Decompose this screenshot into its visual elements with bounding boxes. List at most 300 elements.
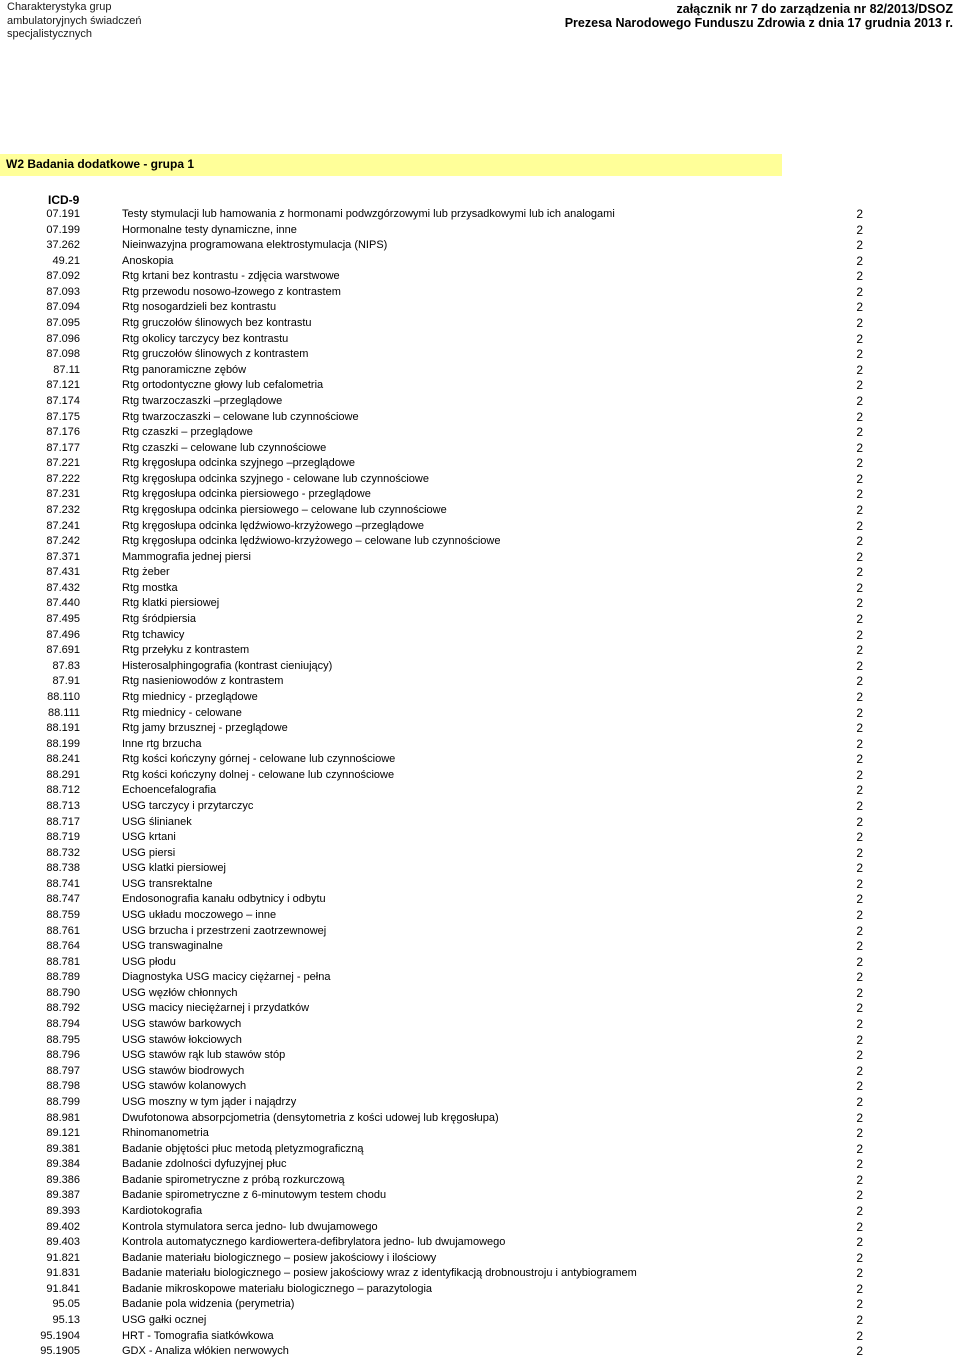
procedure-code: 07.191	[46, 208, 80, 220]
table-row	[0, 1188, 960, 1204]
procedure-code: 88.764	[46, 940, 80, 953]
procedure-code: 88.738	[46, 862, 80, 875]
procedure-description: USG gałki ocznej	[122, 1314, 207, 1327]
procedure-description: Rtg twarzoczaszki –przeglądowe	[122, 394, 283, 407]
procedure-value: 2	[856, 643, 863, 658]
procedure-code: 88.713	[46, 799, 80, 812]
procedure-description: Rtg kości kończyny dolnej - celowane lub czynnościowe	[122, 768, 395, 781]
procedure-code: 88.798	[46, 1080, 80, 1093]
table-row	[0, 939, 960, 955]
procedure-code: 87.176	[46, 426, 80, 439]
table-row	[0, 441, 960, 457]
procedure-code: 89.386	[46, 1173, 80, 1186]
table-row	[0, 394, 960, 410]
procedure-description: Rtg ortodontyczne głowy lub cefalometria	[122, 379, 324, 392]
table-row	[0, 783, 960, 799]
table-row	[0, 300, 960, 316]
procedure-code: 88.191	[46, 722, 80, 735]
table-row	[0, 1251, 960, 1267]
procedure-code: 87.175	[46, 410, 80, 423]
procedure-description: Rtg przewodu nosowo-łzowego z kontrastem	[122, 285, 341, 298]
procedure-description: Rtg twarzoczaszki – celowane lub czynnościowe	[122, 410, 359, 423]
table-row	[0, 877, 960, 893]
procedure-code: 88.981	[46, 1111, 80, 1124]
table-row	[0, 690, 960, 706]
procedure-value: 2	[856, 207, 863, 221]
procedure-description: Badanie materiału biologicznego – posiew jakościowy i ilościowy	[122, 1251, 437, 1264]
table-row	[0, 1064, 960, 1080]
procedure-value: 2	[856, 1048, 863, 1063]
procedure-description: USG krtani	[122, 831, 176, 844]
procedure-value: 2	[856, 596, 863, 611]
table-row	[0, 1126, 960, 1142]
table-row	[0, 410, 960, 426]
procedure-value: 2	[856, 409, 863, 424]
procedure-value: 2	[856, 892, 863, 907]
procedure-code: 91.841	[46, 1282, 80, 1295]
table-row	[0, 1157, 960, 1173]
table-row	[0, 1297, 960, 1313]
procedure-value: 2	[856, 1281, 863, 1296]
procedure-code: 87.222	[46, 472, 80, 485]
procedure-code: 88.797	[46, 1064, 80, 1077]
procedure-value: 2	[856, 362, 863, 377]
procedure-value: 2	[856, 721, 863, 736]
table-row	[0, 1204, 960, 1220]
procedure-code: 87.232	[46, 503, 80, 516]
procedure-code: 89.403	[46, 1236, 80, 1249]
procedure-value: 2	[856, 612, 863, 627]
procedure-code: 87.177	[46, 441, 80, 454]
procedure-code: 88.759	[46, 909, 80, 922]
procedure-description: USG stawów kolanowych	[122, 1080, 247, 1093]
procedure-description: USG płodu	[122, 955, 176, 968]
procedure-value: 2	[856, 1344, 863, 1359]
procedure-description: Badanie objętości płuc metodą pletyzmograficzną	[122, 1142, 364, 1155]
procedure-description: Badanie spirometryczne z 6-minutowym testem chodu	[122, 1189, 387, 1202]
procedure-code: 87.495	[46, 613, 80, 626]
procedure-value: 2	[856, 830, 863, 845]
table-row	[0, 924, 960, 940]
procedure-description: Rtg miednicy - celowane	[122, 706, 242, 719]
procedure-description: Diagnostyka USG macicy ciężarnej - pełna	[122, 971, 331, 984]
procedure-description: Badanie pola widzenia (perymetria)	[122, 1298, 295, 1311]
table-row	[0, 581, 960, 597]
procedure-description: USG piersi	[122, 846, 176, 859]
procedure-description: Rhinomanometria	[122, 1127, 209, 1140]
procedure-description: Rtg tchawicy	[122, 628, 185, 641]
table-row	[0, 799, 960, 815]
procedure-code: 88.110	[47, 690, 80, 703]
header-left-line: Charakterystyka grup	[7, 1, 112, 13]
table-row	[0, 643, 960, 659]
table-row	[0, 955, 960, 971]
procedure-code: 88.747	[46, 893, 80, 906]
table-row	[0, 1142, 960, 1158]
procedure-value: 2	[856, 1126, 863, 1141]
table-row	[0, 363, 960, 379]
procedure-value: 2	[856, 222, 863, 237]
procedure-code: 87.174	[46, 394, 80, 407]
procedure-description: Rtg kręgosłupa odcinka lędźwiowo-krzyżowego – celowane lub czynnościowe	[122, 535, 501, 548]
table-row	[0, 1220, 960, 1236]
procedure-code: 88.111	[47, 706, 80, 719]
table-row	[0, 1282, 960, 1298]
table-row	[0, 347, 960, 363]
procedure-value: 2	[856, 1017, 863, 1032]
procedure-code: 88.712	[46, 784, 80, 797]
procedure-code: 87.440	[46, 597, 80, 610]
procedure-code: 89.393	[46, 1205, 80, 1217]
table-row	[0, 1048, 960, 1064]
table-row	[0, 425, 960, 441]
procedure-code: 37.262	[46, 239, 80, 252]
procedure-description: Hormonalne testy dynamiczne, inne	[122, 223, 297, 236]
procedure-value: 2	[856, 1204, 863, 1218]
procedure-description: Rtg przełyku z kontrastem	[122, 644, 250, 657]
table-row	[0, 970, 960, 986]
procedure-value: 2	[856, 1110, 863, 1125]
procedure-value: 2	[856, 1079, 863, 1094]
document-header-left	[7, 1, 142, 42]
procedure-value: 2	[856, 1219, 863, 1234]
procedure-value: 2	[856, 908, 863, 923]
procedure-value: 2	[856, 1063, 863, 1078]
procedure-code: 88.291	[46, 768, 80, 781]
procedure-description: Rtg nasieniowodów z kontrastem	[122, 675, 284, 688]
section-title: W2 Badania dodatkowe - grupa 1	[6, 157, 195, 171]
table-row	[0, 238, 960, 254]
document-header-right	[565, 2, 953, 30]
table-row	[0, 1033, 960, 1049]
procedure-code: 87.91	[52, 675, 80, 688]
procedure-description: Echoencefalografia	[122, 784, 217, 797]
table-row	[0, 472, 960, 488]
procedure-description: Dwufotonowa absorpcjometria (densytometria z kości udowej lub kręgosłupa)	[122, 1111, 499, 1124]
procedure-value: 2	[856, 1141, 863, 1156]
procedure-value: 2	[856, 954, 863, 969]
procedure-code: 95.13	[52, 1314, 80, 1327]
procedure-value: 2	[856, 845, 863, 860]
header-right-line: załącznik nr 7 do zarządzenia nr 82/2013/DSOZ	[676, 2, 953, 16]
section-title-bar	[0, 154, 782, 176]
procedure-description: Kardiotokografia	[122, 1205, 203, 1217]
procedure-value: 2	[856, 783, 863, 798]
procedure-code: 88.795	[46, 1033, 80, 1046]
procedure-value: 2	[856, 456, 863, 471]
procedure-description: Anoskopia	[122, 254, 174, 267]
procedure-value: 2	[856, 300, 863, 315]
procedure-description: Rtg miednicy - przeglądowe	[122, 690, 258, 703]
procedure-value: 2	[856, 1266, 863, 1281]
procedure-value: 2	[856, 487, 863, 502]
procedure-value: 2	[856, 580, 863, 595]
procedure-value: 2	[856, 767, 863, 782]
procedure-code: 87.221	[46, 457, 80, 470]
procedure-description: Rtg krtani bez kontrastu - zdjęcia warstwowe	[122, 270, 340, 283]
procedure-value: 2	[856, 627, 863, 642]
procedure-value: 2	[856, 1157, 863, 1172]
table-row	[0, 752, 960, 768]
procedure-description: Rtg jamy brzusznej - przeglądowe	[122, 722, 288, 735]
procedure-description: Rtg mostka	[122, 581, 178, 594]
procedure-description: USG brzucha i przestrzeni zaotrzewnowej	[122, 924, 327, 937]
table-row	[0, 830, 960, 846]
procedure-code: 88.241	[46, 753, 80, 766]
procedure-code: 89.387	[46, 1189, 80, 1202]
procedure-code: 91.831	[46, 1267, 80, 1280]
procedure-description: USG macicy nieciężarnej i przydatków	[122, 1002, 310, 1015]
procedure-description: Rtg śródpiersia	[122, 613, 196, 626]
procedure-code: 87.098	[46, 348, 80, 361]
procedure-code: 87.121	[46, 379, 80, 392]
table-row	[0, 815, 960, 831]
table-row	[0, 1329, 960, 1345]
table-row	[0, 674, 960, 690]
procedure-description: Histerosalphingografia (kontrast cieniujący)	[122, 659, 333, 672]
table-row	[0, 1111, 960, 1127]
table-row	[0, 269, 960, 285]
procedure-description: USG tarczycy i przytarczyc	[122, 799, 254, 812]
procedure-description: Rtg kręgosłupa odcinka lędźwiowo-krzyżowego –przeglądowe	[122, 519, 425, 532]
procedure-description: USG klatki piersiowej	[122, 862, 226, 875]
header-right-line: Prezesa Narodowego Funduszu Zdrowia z dnia 17 grudnia 2013 r.	[564, 16, 953, 30]
procedure-code: 95.05	[52, 1298, 80, 1311]
procedure-description: Badanie materiału biologicznego – posiew jakościowy wraz z identyfikacją drobnoustroju i antybiogramem	[122, 1267, 637, 1280]
table-row	[0, 316, 960, 332]
procedure-value: 2	[856, 861, 863, 876]
procedure-description: USG ślinianek	[122, 815, 192, 828]
procedure-value: 2	[856, 689, 863, 704]
procedure-description: Mammografia jednej piersi	[122, 550, 251, 563]
procedure-value: 2	[856, 1313, 863, 1328]
procedure-value: 2	[856, 970, 863, 985]
procedure-value: 2	[856, 440, 863, 455]
procedure-value: 2	[856, 674, 863, 689]
table-row	[0, 986, 960, 1002]
procedure-code: 89.402	[46, 1220, 80, 1233]
procedure-description: USG stawów biodrowych	[122, 1064, 245, 1077]
procedure-code: 87.096	[46, 332, 80, 345]
procedure-description: Badanie spirometryczne z próbą rozkurczową	[122, 1173, 345, 1186]
procedure-description: HRT - Tomografia siatkówkowa	[122, 1329, 274, 1342]
procedure-description: Rtg czaszki – przeglądowe	[122, 426, 253, 439]
procedure-description: Rtg nosogardzieli bez kontrastu	[122, 301, 277, 314]
procedure-description: Rtg kręgosłupa odcinka piersiowego – celowane lub czynnościowe	[122, 503, 447, 516]
table-row	[0, 487, 960, 503]
table-row	[0, 737, 960, 753]
table-row	[0, 1235, 960, 1251]
table-row	[0, 768, 960, 784]
procedure-value: 2	[856, 1172, 863, 1187]
procedure-value: 2	[856, 658, 863, 673]
procedure-code: 89.121	[46, 1127, 80, 1140]
table-row	[0, 892, 960, 908]
procedure-value: 2	[856, 518, 863, 533]
procedure-code: 49.21	[52, 254, 80, 267]
procedure-value: 2	[856, 1328, 863, 1343]
procedure-value: 2	[856, 798, 863, 813]
table-row	[0, 846, 960, 862]
procedure-value: 2	[856, 876, 863, 891]
procedure-code: 88.741	[46, 877, 80, 890]
procedure-value: 2	[856, 1032, 863, 1047]
procedure-code: 89.381	[46, 1142, 80, 1155]
procedure-value: 2	[856, 1188, 863, 1203]
procedure-description: Rtg kręgosłupa odcinka piersiowego - przeglądowe	[122, 488, 371, 501]
table-row	[0, 254, 960, 270]
procedure-description: Rtg panoramiczne zębów	[122, 363, 247, 376]
table-row	[0, 596, 960, 612]
procedure-value: 2	[856, 985, 863, 1000]
procedure-code: 88.732	[46, 846, 80, 859]
procedure-description: Badanie zdolności dyfuzyjnej płuc	[122, 1158, 287, 1171]
procedures-table	[0, 207, 960, 1360]
procedure-description: Rtg kości kończyny górnej - celowane lub czynnościowe	[122, 753, 396, 766]
procedure-value: 2	[856, 549, 863, 564]
table-row	[0, 456, 960, 472]
procedure-description: USG stawów rąk lub stawów stóp	[122, 1049, 286, 1062]
procedure-code: 95.1905	[40, 1345, 80, 1358]
procedure-description: Nieinwazyjna programowana elektrostymulacja (NIPS)	[122, 239, 388, 252]
procedure-code: 87.432	[46, 581, 80, 594]
procedure-description: GDX - Analiza włókien nerwowych	[122, 1345, 289, 1358]
procedure-description: Rtg żeber	[122, 566, 170, 579]
procedure-value: 2	[856, 923, 863, 938]
procedure-code: 88.761	[46, 924, 80, 937]
procedure-value: 2	[856, 534, 863, 549]
procedure-value: 2	[856, 284, 863, 299]
procedure-code: 88.799	[46, 1095, 80, 1108]
table-row	[0, 223, 960, 239]
procedure-description: USG transrektalne	[122, 877, 213, 890]
procedure-description: Rtg okolicy tarczycy bez kontrastu	[122, 332, 289, 345]
table-row	[0, 1173, 960, 1189]
procedure-code: 87.093	[46, 285, 80, 298]
procedure-value: 2	[856, 1297, 863, 1312]
procedure-description: Testy stymulacji lub hamowania z hormonami podwzgórzowymi lub przysadkowymi lub ich analogami	[122, 208, 615, 220]
procedure-value: 2	[856, 425, 863, 440]
table-row	[0, 1266, 960, 1282]
procedure-code: 87.371	[46, 550, 80, 563]
procedure-code: 88.199	[46, 737, 80, 750]
table-row	[0, 1344, 960, 1360]
procedure-value: 2	[856, 269, 863, 284]
procedure-code: 88.781	[46, 955, 80, 968]
column-header-icd9: ICD-9	[48, 193, 80, 207]
procedure-description: Rtg kręgosłupa odcinka szyjnego –przeglądowe	[122, 457, 355, 470]
procedure-value: 2	[856, 939, 863, 954]
procedure-value: 2	[856, 316, 863, 331]
procedure-description: Rtg klatki piersiowej	[122, 597, 220, 610]
procedure-code: 88.789	[46, 971, 80, 984]
procedure-description: Badanie mikroskopowe materiału biologicznego – parazytologia	[122, 1282, 433, 1295]
procedure-description: USG węzłów chłonnych	[122, 986, 238, 999]
procedure-code: 87.231	[46, 488, 80, 501]
procedure-code: 87.241	[46, 519, 80, 532]
procedure-code: 87.496	[46, 628, 80, 641]
procedure-code: 87.431	[46, 566, 80, 579]
procedure-value: 2	[856, 393, 863, 408]
procedure-value: 2	[856, 331, 863, 346]
header-left-line: ambulatoryjnych świadczeń	[7, 14, 142, 27]
procedure-value: 2	[856, 378, 863, 393]
table-row	[0, 207, 960, 223]
procedure-description: USG moszny w tym jąder i najądrzy	[122, 1095, 297, 1108]
table-row	[0, 612, 960, 628]
procedure-code: 87.092	[46, 270, 80, 283]
procedure-code: 89.384	[46, 1158, 80, 1171]
procedure-description: Inne rtg brzucha	[122, 737, 202, 750]
procedure-description: Rtg gruczołów ślinowych bez kontrastu	[122, 317, 312, 330]
procedure-code: 88.796	[46, 1049, 80, 1062]
procedure-value: 2	[856, 502, 863, 517]
table-row	[0, 565, 960, 581]
procedure-code: 88.717	[46, 815, 80, 828]
procedure-code: 87.242	[46, 535, 80, 548]
procedure-description: USG układu moczowego – inne	[122, 909, 277, 922]
procedure-description: USG stawów łokciowych	[122, 1033, 242, 1046]
procedure-value: 2	[856, 736, 863, 751]
procedure-code: 88.790	[46, 986, 80, 999]
procedure-description: Endosonografia kanału odbytnicy i odbytu	[122, 893, 326, 906]
header-left-line: specjalistycznych	[7, 28, 92, 40]
table-row	[0, 628, 960, 644]
procedure-code: 91.821	[46, 1251, 80, 1264]
table-row	[0, 659, 960, 675]
procedure-description: Kontrola stymulatora serca jedno- lub dwujamowego	[122, 1220, 378, 1233]
procedure-code: 07.199	[46, 223, 80, 236]
table-row	[0, 1017, 960, 1033]
procedure-code: 88.792	[46, 1002, 80, 1015]
procedure-description: Kontrola automatycznego kardiowertera-defibrylatora jedno- lub dwujamowego	[122, 1236, 506, 1249]
procedure-description: Rtg kręgosłupa odcinka szyjnego - celowane lub czynnościowe	[122, 472, 429, 485]
procedure-value: 2	[856, 752, 863, 767]
table-row	[0, 908, 960, 924]
table-row	[0, 534, 960, 550]
table-row	[0, 1001, 960, 1017]
procedure-code: 95.1904	[40, 1329, 80, 1342]
table-row	[0, 378, 960, 394]
procedure-code: 87.691	[46, 644, 80, 657]
procedure-value: 2	[856, 253, 863, 268]
table-row	[0, 706, 960, 722]
procedure-code: 87.094	[46, 301, 80, 314]
procedure-value: 2	[856, 1001, 863, 1016]
table-row	[0, 550, 960, 566]
table-row	[0, 861, 960, 877]
procedure-description: USG transwaginalne	[122, 940, 223, 953]
procedure-value: 2	[856, 238, 863, 253]
procedure-value: 2	[856, 814, 863, 829]
procedure-code: 88.794	[46, 1018, 80, 1031]
procedure-code: 87.83	[52, 659, 80, 672]
table-row	[0, 285, 960, 301]
procedure-value: 2	[856, 347, 863, 362]
procedure-value: 2	[856, 471, 863, 486]
procedure-value: 2	[856, 705, 863, 720]
procedure-description: USG stawów barkowych	[122, 1018, 242, 1031]
table-row	[0, 332, 960, 348]
procedure-code: 88.719	[46, 831, 80, 844]
table-row	[0, 503, 960, 519]
table-row	[0, 721, 960, 737]
procedure-value: 2	[856, 565, 863, 580]
procedure-code: 87.11	[53, 363, 80, 376]
table-row	[0, 519, 960, 535]
table-row	[0, 1313, 960, 1329]
table-row	[0, 1079, 960, 1095]
